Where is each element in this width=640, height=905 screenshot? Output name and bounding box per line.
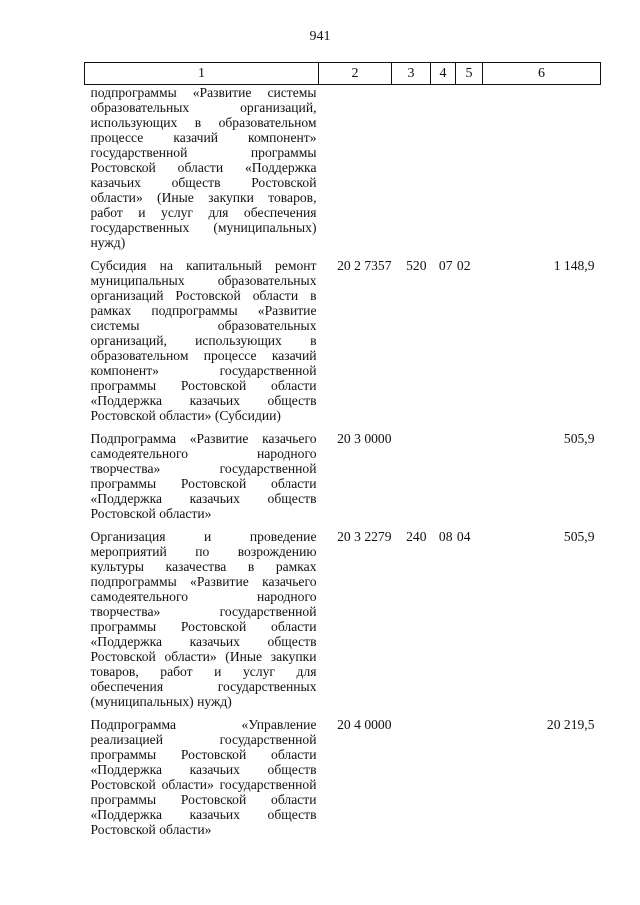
row-code: 20 3 2279 [337,529,392,544]
header-cell-pr: 5 [456,63,483,85]
row-rz [431,85,456,257]
row-vr [392,715,431,843]
table-row [85,256,601,429]
row-rz [431,429,456,527]
header-cell-code: 2 [319,63,392,85]
header-cell-vr: 3 [392,63,431,85]
row-vr: 240 [406,529,427,544]
row-vr [392,85,431,257]
row-amount: 505,9 [563,529,595,544]
row-pr: 02 [456,258,471,273]
row-amount [483,85,601,257]
row-name: Подпрограмма «Управление реализацией государственной программы Ростовской области «Поддержка казачьих обществ Ростовской области» государственной программы Ростовской области «Поддержка казачьих обществ Ростовской области» [90,717,317,837]
row-rz: 08 [438,529,453,544]
row-code: 20 4 0000 [337,717,392,732]
row-pr [456,85,483,257]
page-number: 941 [309,29,331,44]
header-cell-rz: 4 [431,63,456,85]
row-name: Организация и проведение мероприятий по возрождению культуры казачества в рамках подпрограммы «Развитие казачьего самодеятельного народного творчества» государственной программы Ростовской области «Поддержка казачьих обществ Ростовской области» (Иные закупки товаров, работ и услуг для обеспечения государственных (муниципальных) нужд) [90,529,317,709]
row-name: Подпрограмма «Развитие казачьего самодеятельного народного творчества» государственной программы Ростовской области «Поддержка казачьих обществ Ростовской области» [90,431,317,521]
table-row [85,429,601,527]
row-pr [456,715,483,843]
row-amount: 20 219,5 [546,717,595,732]
row-name: подпрограммы «Развитие системы образовательных организаций, использующих в образовательном процессе казачий компонент» государственной программы Ростовской области «Поддержка казачьих обществ Ростовской области» (Иные закупки товаров, работ и услуг для обеспечения государственных (муниципальных) нужд) [90,85,317,250]
table-row [85,85,601,257]
row-code: 20 2 7357 [337,258,392,273]
row-code: 20 3 0000 [337,431,392,446]
table-body [85,85,601,844]
row-name: Субсидия на капитальный ремонт муниципальных образовательных организаций Ростовской области в рамках подпрограммы «Развитие системы образовательных организаций, использующих в образовательном процессе казачий компонент» государственной программы Ростовской области «Поддержка казачьих обществ Ростовской области» (Субсидии) [90,258,317,423]
row-amount: 505,9 [563,431,595,446]
row-pr: 04 [456,529,471,544]
header-row [85,63,601,85]
row-amount: 1 148,9 [553,258,595,273]
row-vr: 520 [406,258,427,273]
row-vr [392,429,431,527]
row-pr [456,429,483,527]
row-rz [431,715,456,843]
table-row [85,527,601,715]
table-header [85,63,601,85]
table-row [85,715,601,843]
row-code [319,85,392,257]
budget-table [84,62,601,843]
header-cell-name: 1 [85,63,319,85]
row-rz: 07 [438,258,453,273]
header-cell-amount: 6 [483,63,601,85]
